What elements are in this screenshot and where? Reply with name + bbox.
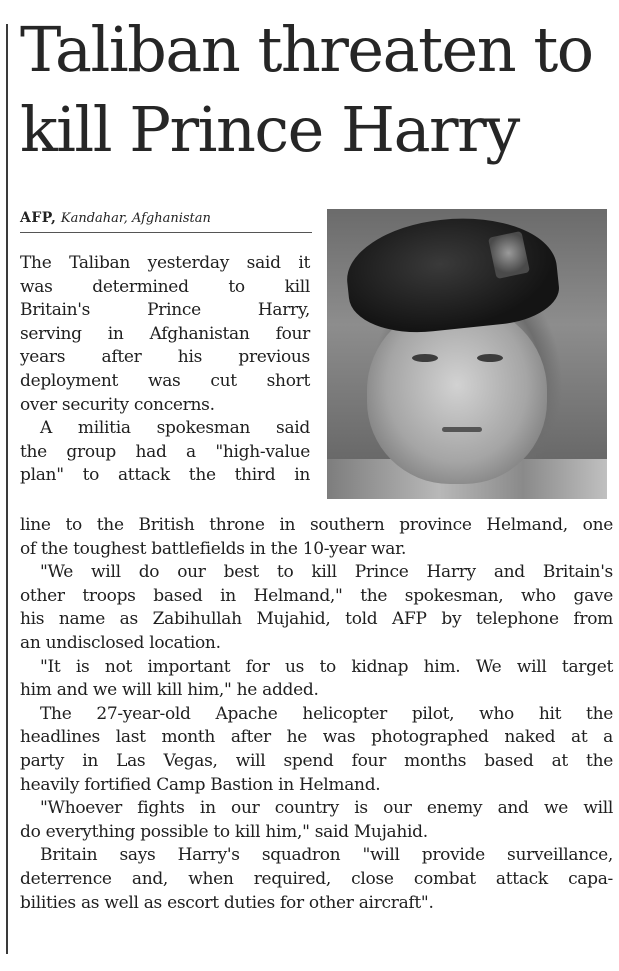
- article-line: The 27-year-old Apache helicopter pilot, who hit the: [40, 703, 613, 724]
- article-column-wide: [20, 514, 613, 915]
- article-line: him and we will kill him," he added.: [20, 680, 319, 701]
- photo-face: [367, 304, 547, 484]
- article-line: Britain's Prince Harry,: [20, 300, 310, 321]
- article-line: "We will do our best to kill Prince Harry and Britain's: [40, 562, 613, 583]
- article-line: "Whoever fights in our country is our enemy and we will: [40, 798, 613, 819]
- article-line: line to the British throne in southern province Helmand, one: [20, 515, 613, 535]
- article-line: party in Las Vegas, will spend four months based at the: [20, 750, 613, 771]
- article-line: other troops based in Helmand," the spokesman, who gave: [20, 585, 613, 606]
- photo-eye-left: [412, 354, 438, 362]
- byline: [20, 210, 312, 233]
- article-line: over security concerns.: [20, 394, 215, 415]
- headline-line-2: kill Prince Harry: [20, 93, 519, 166]
- headline-line-1: Taliban threaten to: [20, 13, 593, 86]
- article-line: deterrence and, when required, close combat attack capa-: [20, 868, 613, 889]
- article-line: heavily fortified Camp Bastion in Helmand.: [20, 774, 381, 795]
- article-line: was determined to kill: [20, 276, 310, 297]
- article-line: of the toughest battlefields in the 10-year war.: [20, 538, 407, 559]
- photo-beret: [342, 209, 562, 340]
- portrait-photo: [327, 209, 607, 499]
- article-line: years after his previous: [20, 347, 310, 368]
- article-line: "It is not important for us to kidnap him. We will target: [40, 656, 613, 677]
- article-line: the group had a "high-value: [20, 441, 310, 462]
- article-line: his name as Zabihullah Mujahid, told AFP by telephone from: [20, 609, 613, 630]
- byline-place: Kandahar, Afghanistan: [60, 211, 211, 226]
- article-column-narrow: [20, 252, 310, 488]
- article-line: Britain says Harry's squadron "will provide surveillance,: [40, 845, 613, 866]
- article-line: The Taliban yesterday said it: [20, 253, 310, 273]
- article-line: bilities as well as escort duties for other aircraft".: [20, 892, 434, 913]
- article-line: do everything possible to kill him," said Mujahid.: [20, 821, 428, 842]
- article-line: headlines last month after he was photographed naked at a: [20, 727, 613, 748]
- photo-mouth: [442, 427, 482, 432]
- column-rule: [6, 24, 8, 954]
- article-line: deployment was cut short: [20, 370, 310, 391]
- article-line: serving in Afghanistan four: [20, 323, 310, 344]
- photo-eye-right: [477, 354, 503, 362]
- article-line: plan" to attack the third in: [20, 465, 310, 486]
- article-line: A militia spokesman said: [40, 418, 310, 439]
- headline: [20, 10, 615, 170]
- article-line: an undisclosed location.: [20, 632, 221, 653]
- byline-agency: AFP,: [20, 210, 57, 226]
